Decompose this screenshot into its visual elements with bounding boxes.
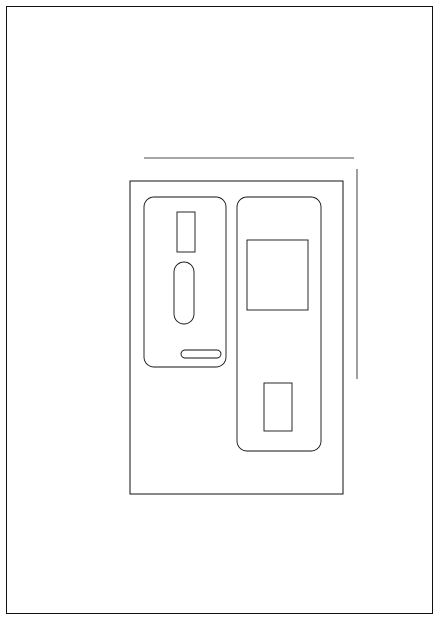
acrylic-sheet-outline (130, 181, 343, 494)
sesw-02-outline (144, 197, 226, 367)
sesw-01-part (237, 197, 321, 451)
sesw-02-small-slot (181, 350, 221, 358)
sesw-02-slot (174, 262, 194, 324)
sesw-02-rect-cutout (177, 212, 195, 252)
sesw-02-part (144, 197, 226, 367)
sesw-01-outline (237, 197, 321, 451)
sesw-01-pin-block (247, 240, 308, 310)
sesw-01-rect-cutout (264, 383, 292, 431)
